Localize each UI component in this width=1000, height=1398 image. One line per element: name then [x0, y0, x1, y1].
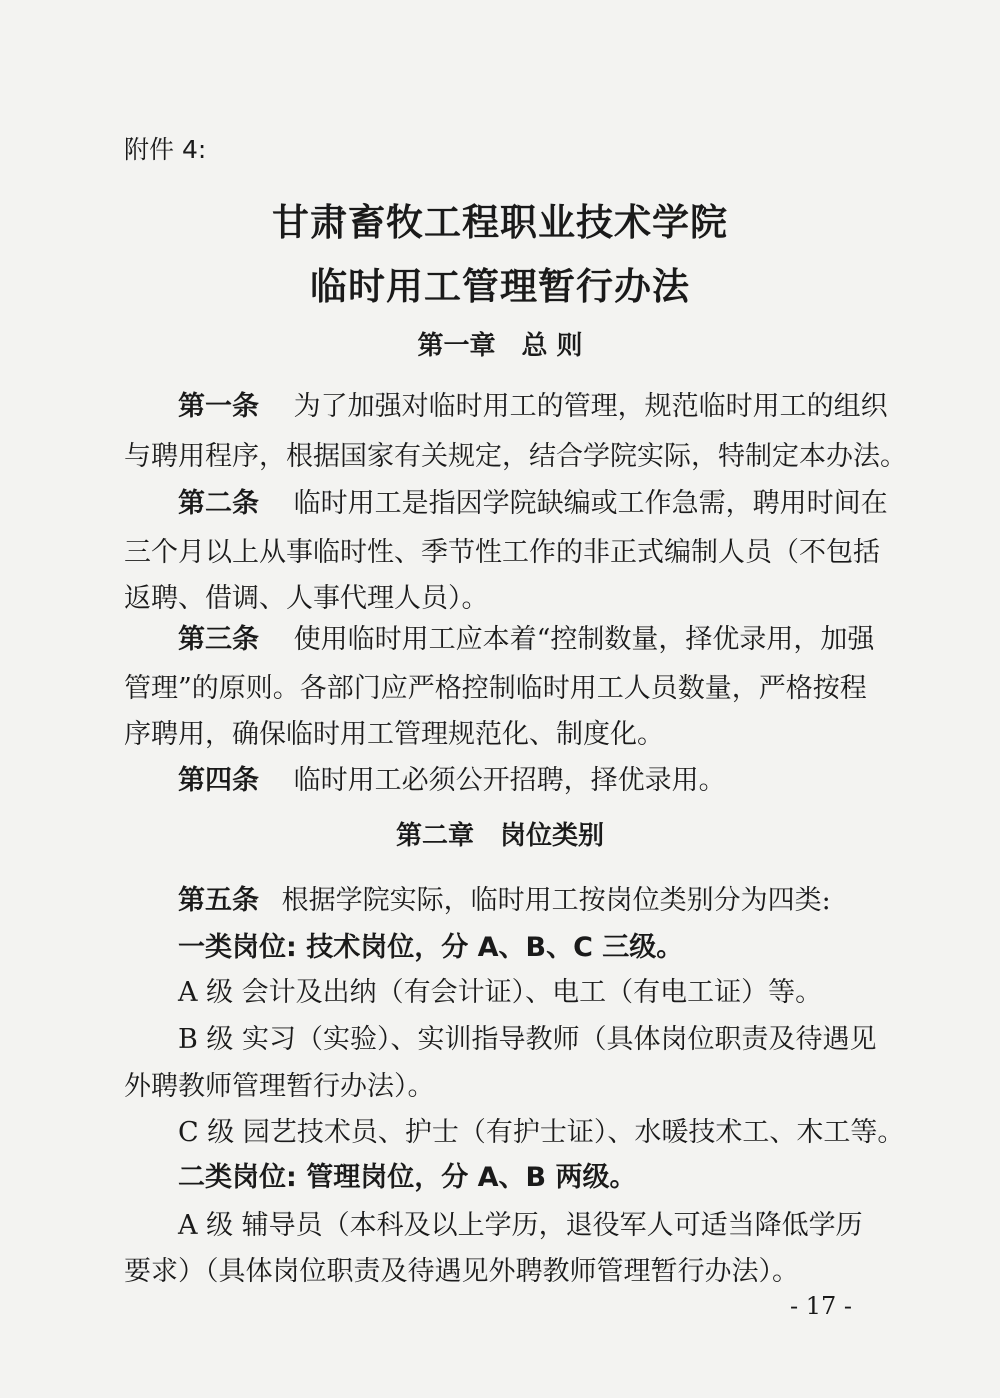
article-5-heading: 第五条	[178, 885, 259, 916]
article-1-line-2: 与聘用程序，根据国家有关规定，结合学院实际，特制定本办法。	[124, 441, 907, 472]
page-number: - 17 -	[790, 1292, 853, 1320]
article-4-text-1: 临时用工必须公开招聘，择优录用。	[293, 765, 726, 796]
article-5-text-1: 根据学院实际，临时用工按岗位类别分为四类:	[281, 885, 831, 916]
article-3-line-3: 序聘用，确保临时用工管理规范化、制度化。	[124, 719, 664, 750]
article-5-line-1	[178, 878, 831, 917]
chapter-1-heading: 第一章 总 则	[417, 331, 583, 361]
article-2-line-2: 三个月以上从事临时性、季节性工作的非正式编制人员（不包括	[124, 537, 880, 568]
category-1-level-b-line-2: 外聘教师管理暂行办法）。	[124, 1071, 435, 1102]
article-2-text-1: 临时用工是指因学院缺编或工作急需，聘用时间在	[293, 488, 888, 519]
title-line-2: 临时用工管理暂行办法	[310, 265, 690, 308]
article-4-line-1	[178, 758, 726, 797]
chapter-2-heading: 第二章 岗位类别	[395, 821, 604, 851]
category-2-level-a-line-2: 要求）（具体岗位职责及待遇见外聘教师管理暂行办法）。	[124, 1256, 799, 1287]
article-3-line-1	[178, 617, 874, 656]
article-3-text-1: 使用临时用工应本着“控制数量，择优录用，加强	[293, 624, 875, 655]
attachment-label: 附件 4:	[124, 135, 207, 164]
article-3-heading: 第三条	[178, 624, 259, 655]
category-1-level-c: C 级 园艺技术员、护士（有护士证）、水暖技术工、木工等。	[178, 1117, 905, 1148]
article-1-text-1: 为了加强对临时用工的管理，规范临时用工的组织	[293, 391, 888, 422]
category-1-level-b-line-1: B 级 实习（实验）、实训指导教师（具体岗位职责及待遇见	[178, 1024, 877, 1055]
article-1-line-1	[178, 384, 888, 423]
category-2-level-a-line-1: A 级 辅导员（本科及以上学历，退役军人可适当降低学历	[178, 1210, 863, 1241]
article-2-line-3: 返聘、借调、人事代理人员）。	[124, 583, 489, 614]
article-2-heading: 第二条	[178, 488, 259, 519]
title-line-1: 甘肃畜牧工程职业技术学院	[272, 201, 728, 244]
article-1-heading: 第一条	[178, 391, 259, 422]
category-2-heading: 二类岗位: 管理岗位，分 A、B 两级。	[178, 1162, 637, 1193]
article-2-line-1	[178, 481, 888, 520]
article-3-line-2: 管理”的原则。各部门应严格控制临时用工人员数量，严格按程	[124, 673, 867, 704]
article-4-heading: 第四条	[178, 765, 259, 796]
category-1-level-a: A 级 会计及出纳（有会计证）、电工（有电工证）等。	[178, 977, 823, 1008]
category-1-heading: 一类岗位: 技术岗位，分 A、B、C 三级。	[178, 932, 684, 963]
